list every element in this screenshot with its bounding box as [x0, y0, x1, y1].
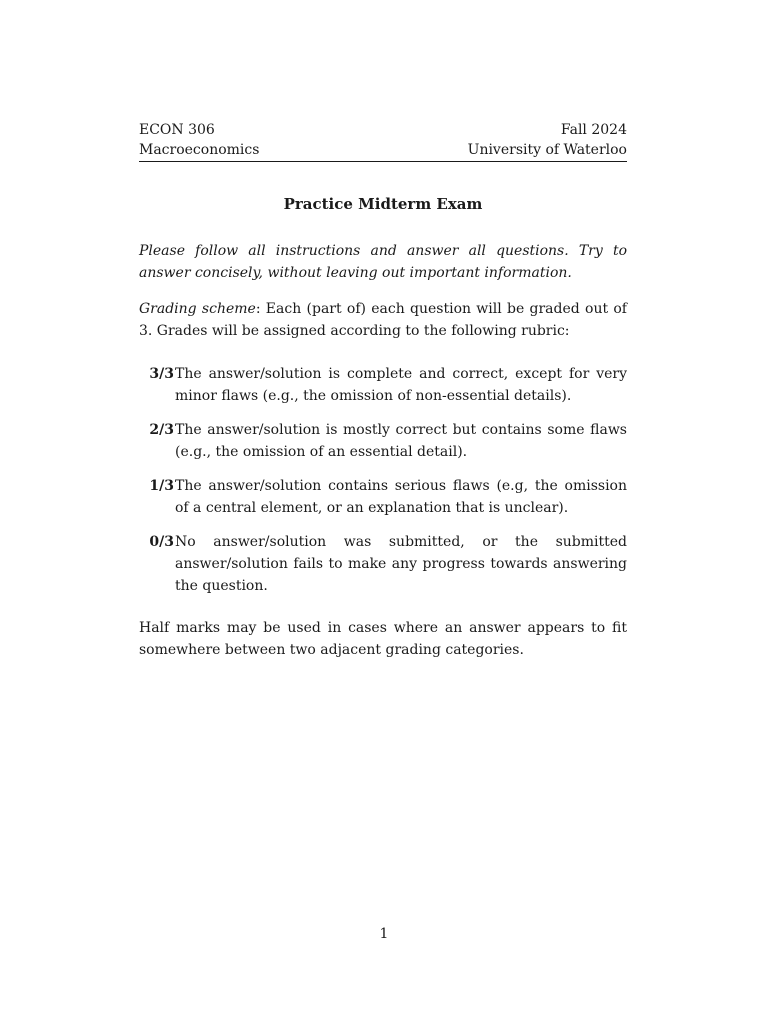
rubric-description: The answer/solution is complete and correct, except for very minor flaws (e.g., the omission of non-essential details). [175, 366, 627, 404]
course-code: ECON 306 [139, 122, 215, 138]
header-left [139, 120, 259, 160]
document-page [139, 120, 627, 675]
rubric-description: No answer/solution was submitted, or the submitted answer/solution fails to make any progress towards answering the question. [175, 534, 627, 594]
term: Fall 2024 [560, 122, 627, 138]
instructions: Please follow all instructions and answer all questions. Try to answer concisely, without leaving out important information. [139, 243, 627, 281]
page-header [139, 120, 627, 162]
rubric-score: 1/3 [149, 478, 174, 494]
rubric-item [139, 531, 627, 597]
rubric-description: The answer/solution is mostly correct but contains some flaws (e.g., the omission of an essential detail). [175, 422, 627, 460]
institution: University of Waterloo [467, 142, 627, 158]
page-number: 1 [379, 926, 389, 942]
rubric-description: The answer/solution contains serious flaws (e.g, the omission of a central element, or an explanation that is unclear). [175, 478, 627, 516]
grading-scheme-label: Grading scheme [139, 301, 256, 317]
rubric-list [139, 363, 627, 597]
course-name: Macroeconomics [139, 142, 260, 158]
grading-scheme [139, 298, 627, 342]
half-marks-note: Half marks may be used in cases where an answer appears to fit somewhere between two adjacent grading categories. [139, 620, 627, 658]
header-right [468, 120, 627, 160]
rubric-item [139, 419, 627, 463]
exam-title: Practice Midterm Exam [283, 195, 483, 213]
grading-scheme-text: : Each (part of) each question will be graded out of 3. Grades will be assigned according to the following rubric: [139, 301, 627, 339]
rubric-item [139, 363, 627, 407]
rubric-score: 0/3 [149, 534, 174, 550]
rubric-score: 3/3 [149, 366, 174, 382]
rubric-score: 2/3 [149, 422, 174, 438]
rubric-item [139, 475, 627, 519]
